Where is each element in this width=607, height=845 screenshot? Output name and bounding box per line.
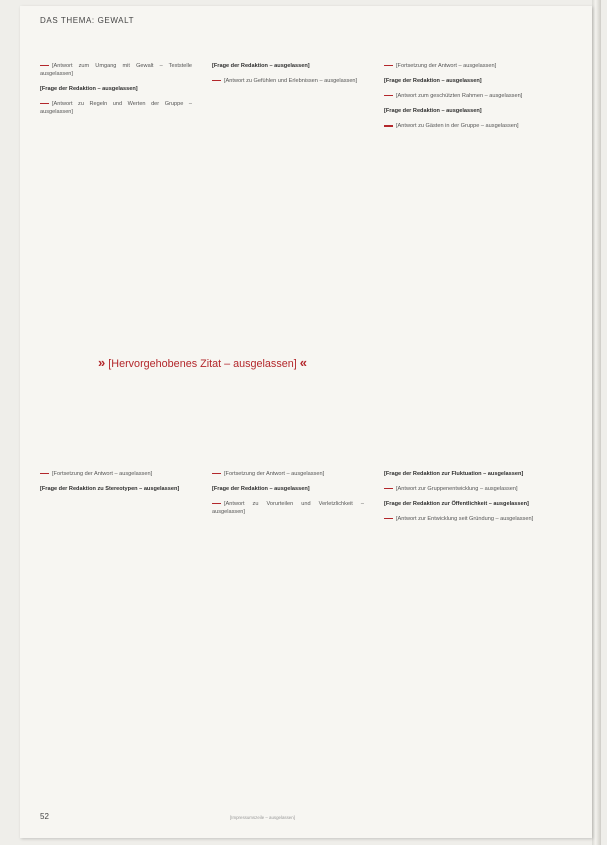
answer-dash: [384, 125, 393, 126]
answer-dash: [212, 80, 221, 81]
quote-close-mark: «: [299, 355, 307, 370]
question-text: [Frage der Redaktion zu Stereotypen – ausgelassen]: [40, 486, 180, 493]
interview-answer: [212, 500, 364, 516]
interview-answer: [212, 77, 364, 85]
question-text: [Frage der Redaktion zur Fluktuation – ausgelassen]: [384, 471, 524, 477]
answer-dash: [384, 65, 393, 66]
interview-question: [384, 500, 536, 508]
page-number: 52: [40, 812, 49, 821]
question-text: [Frage der Redaktion – ausgelassen]: [212, 486, 310, 493]
question-text: [Frage der Redaktion – ausgelassen]: [384, 108, 482, 115]
answer-dash: [384, 488, 393, 489]
answer-dash: [40, 473, 49, 474]
answer-dash: [40, 103, 49, 104]
column-1-bottom: [40, 470, 192, 500]
question-text: [Frage der Redaktion zur Öffentlichkeit – ausgelassen]: [384, 501, 529, 508]
interview-answer: [384, 485, 536, 493]
answer-dash: [212, 473, 221, 474]
interview-question: [40, 85, 192, 93]
question-text: [Frage der Redaktion – ausgelassen]: [40, 86, 138, 93]
column-2-bottom: [212, 470, 364, 523]
interview-question: [212, 62, 364, 70]
interview-answer: [212, 470, 364, 478]
interview-answer: [40, 62, 192, 78]
interview-answer: [384, 122, 536, 130]
quote-open-mark: »: [98, 355, 106, 370]
answer-text: [Antwort zu Vorurteilen und Verletzlichkeit – ausgelassen]: [212, 501, 364, 516]
question-text: [Frage der Redaktion – ausgelassen]: [384, 78, 482, 85]
answer-text: [Antwort zu Gefühlen und Erlebnissen – ausgelassen]: [224, 78, 358, 85]
imprint-line: [Impressumszeile – ausgelassen]: [230, 815, 295, 820]
interview-question: [384, 77, 536, 85]
answer-dash: [212, 503, 221, 504]
question-text: [Frage der Redaktion – ausgelassen]: [212, 63, 310, 69]
column-3-bottom: [384, 470, 536, 530]
answer-dash: [384, 518, 393, 519]
interview-answer: [40, 100, 192, 116]
answer-text: [Antwort zur Gruppenentwicklung – ausgelassen]: [396, 486, 518, 493]
column-3-top: [384, 62, 536, 137]
answer-text: [Antwort zu Regeln und Werten der Gruppe – ausgelassen]: [40, 101, 192, 116]
answer-text: [Antwort zur Entwicklung seit Gründung – ausgelassen]: [396, 516, 534, 523]
answer-dash: [40, 65, 49, 66]
answer-text: [Antwort zum Umgang mit Gewalt – Textstelle ausgelassen]: [40, 63, 192, 78]
pull-quote: [40, 356, 365, 372]
answer-dash: [384, 95, 393, 96]
interview-question: [212, 485, 364, 493]
interview-question: [384, 470, 536, 478]
answer-text: [Fortsetzung der Antwort – ausgelassen]: [224, 471, 325, 477]
interview-question: [40, 485, 192, 493]
answer-text: [Fortsetzung der Antwort – ausgelassen]: [396, 63, 497, 69]
column-2-top: [212, 62, 364, 92]
running-head: DAS THEMA: GEWALT: [40, 16, 135, 25]
interview-answer: [384, 92, 536, 100]
answer-text: [Fortsetzung der Antwort – ausgelassen]: [52, 471, 153, 477]
pull-quote-text: [Hervorgehobenes Zitat – ausgelassen]: [108, 358, 297, 370]
interview-answer: [40, 470, 192, 478]
answer-text: [Antwort zu Gästen in der Gruppe – ausgelassen]: [396, 123, 519, 130]
interview-question: [384, 107, 536, 115]
interview-answer: [384, 515, 536, 523]
page-edge: [592, 0, 601, 845]
column-1-top: [40, 62, 192, 123]
answer-text: [Antwort zum geschützten Rahmen – ausgelassen]: [396, 93, 523, 100]
interview-answer: [384, 62, 536, 70]
